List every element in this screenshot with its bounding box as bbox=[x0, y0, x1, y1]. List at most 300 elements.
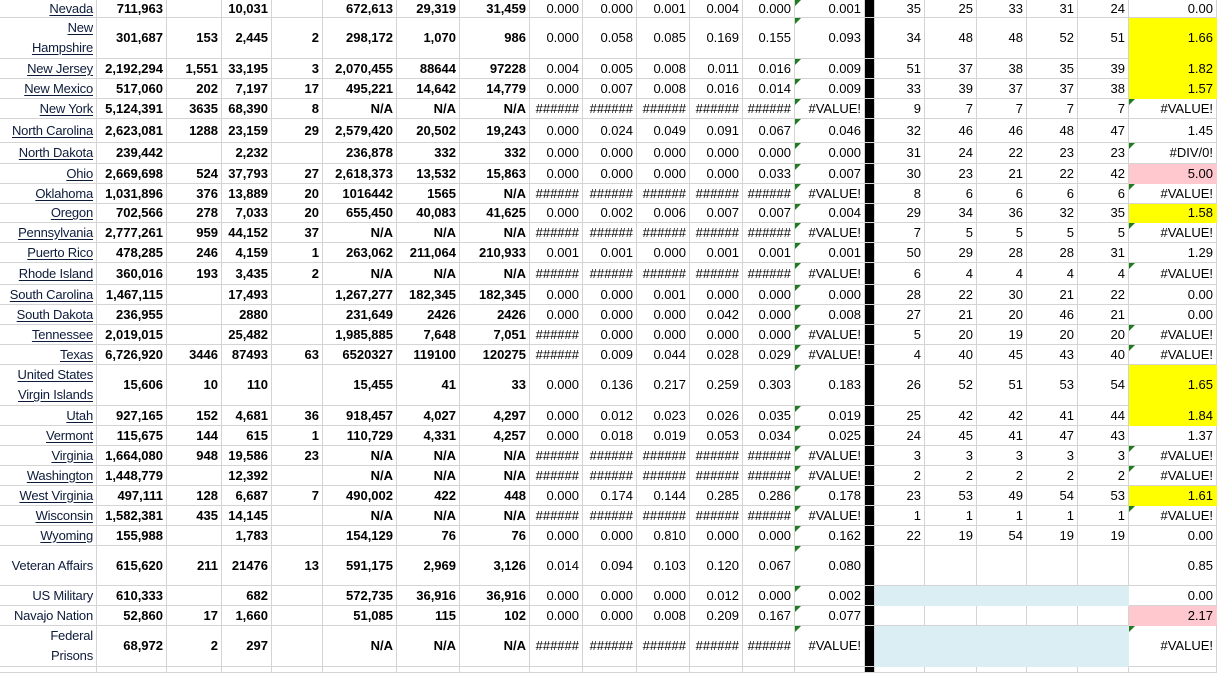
rank-cell[interactable]: 3 bbox=[1078, 446, 1129, 466]
ratio-cell[interactable]: ###### bbox=[583, 626, 637, 667]
empty-cell[interactable] bbox=[1129, 667, 1217, 673]
count-cell[interactable]: 1,664,080 bbox=[97, 446, 167, 466]
count-cell[interactable]: 29,319 bbox=[397, 0, 460, 18]
ratio-cell[interactable]: 0.001 bbox=[690, 243, 743, 263]
rank-cell[interactable]: 23 bbox=[875, 486, 925, 506]
count-cell[interactable]: 615,620 bbox=[97, 546, 167, 586]
rank-cell[interactable]: 44 bbox=[1078, 406, 1129, 426]
ratio-cell[interactable]: 0.008 bbox=[637, 79, 690, 99]
ratio-cell[interactable]: 0.167 bbox=[743, 606, 795, 626]
count-cell[interactable]: N/A bbox=[460, 446, 530, 466]
ratio-cell[interactable]: 0.034 bbox=[743, 426, 795, 446]
count-cell[interactable] bbox=[272, 626, 323, 667]
score-cell[interactable]: #DIV/0! bbox=[1129, 143, 1217, 164]
rank-cell[interactable]: 5 bbox=[875, 325, 925, 345]
ratio-cell[interactable]: 0.144 bbox=[637, 486, 690, 506]
rank-cell[interactable]: 9 bbox=[875, 99, 925, 119]
count-cell[interactable]: 36,916 bbox=[397, 586, 460, 606]
count-cell[interactable]: 2,623,081 bbox=[97, 119, 167, 143]
ratio-cell[interactable]: 0.014 bbox=[743, 79, 795, 99]
score-cell[interactable]: #VALUE! bbox=[1129, 223, 1217, 243]
ratio-cell[interactable]: 0.000 bbox=[690, 285, 743, 305]
rank-cell[interactable] bbox=[1078, 626, 1129, 667]
count-cell[interactable]: 959 bbox=[167, 223, 222, 243]
count-cell[interactable]: 497,111 bbox=[97, 486, 167, 506]
rank-cell[interactable]: 7 bbox=[1027, 99, 1078, 119]
count-cell[interactable]: 1,267,277 bbox=[323, 285, 397, 305]
rank-cell[interactable]: 23 bbox=[1027, 143, 1078, 164]
empty-cell[interactable] bbox=[690, 667, 743, 673]
score-cell[interactable]: 1.58 bbox=[1129, 204, 1217, 223]
ratio-cell[interactable]: ###### bbox=[743, 223, 795, 243]
ratio-cell[interactable]: 0.000 bbox=[637, 586, 690, 606]
count-cell[interactable]: 155,988 bbox=[97, 526, 167, 546]
rank-cell[interactable]: 49 bbox=[977, 486, 1027, 506]
row-name-cell[interactable] bbox=[0, 446, 97, 466]
ratio-cell[interactable]: 0.094 bbox=[583, 546, 637, 586]
rank-cell[interactable]: 32 bbox=[875, 119, 925, 143]
ratio-cell[interactable]: 0.007 bbox=[690, 204, 743, 223]
score-cell[interactable]: #VALUE! bbox=[1129, 325, 1217, 345]
count-cell[interactable]: 517,060 bbox=[97, 79, 167, 99]
ratio-cell[interactable]: 0.018 bbox=[583, 426, 637, 446]
ratio-average-cell[interactable]: #VALUE! bbox=[795, 325, 865, 345]
ratio-average-cell[interactable]: #VALUE! bbox=[795, 184, 865, 204]
empty-cell[interactable] bbox=[875, 667, 925, 673]
count-cell[interactable]: 17,493 bbox=[222, 285, 272, 305]
ratio-cell[interactable]: 0.053 bbox=[690, 426, 743, 446]
count-cell[interactable]: N/A bbox=[460, 99, 530, 119]
count-cell[interactable]: 682 bbox=[222, 586, 272, 606]
ratio-cell[interactable]: 0.000 bbox=[530, 164, 583, 184]
ratio-average-cell[interactable]: 0.178 bbox=[795, 486, 865, 506]
count-cell[interactable]: 7,197 bbox=[222, 79, 272, 99]
rank-cell[interactable]: 42 bbox=[925, 406, 977, 426]
row-name-link[interactable]: Oklahoma bbox=[35, 185, 93, 201]
rank-cell[interactable]: 39 bbox=[925, 79, 977, 99]
count-cell[interactable]: 44,152 bbox=[222, 223, 272, 243]
count-cell[interactable]: 128 bbox=[167, 486, 222, 506]
count-cell[interactable]: 1288 bbox=[167, 119, 222, 143]
ratio-average-cell[interactable]: #VALUE! bbox=[795, 263, 865, 285]
ratio-average-cell[interactable]: 0.077 bbox=[795, 606, 865, 626]
count-cell[interactable]: 1 bbox=[272, 243, 323, 263]
count-cell[interactable]: 246 bbox=[167, 243, 222, 263]
count-cell[interactable]: 615 bbox=[222, 426, 272, 446]
count-cell[interactable]: 1,070 bbox=[397, 18, 460, 59]
count-cell[interactable]: 236,878 bbox=[323, 143, 397, 164]
rank-cell[interactable]: 41 bbox=[977, 426, 1027, 446]
count-cell[interactable]: 3,126 bbox=[460, 546, 530, 586]
rank-cell[interactable]: 3 bbox=[1027, 446, 1078, 466]
rank-cell[interactable]: 29 bbox=[875, 204, 925, 223]
ratio-cell[interactable]: 0.007 bbox=[583, 79, 637, 99]
score-cell[interactable]: 1.84 bbox=[1129, 406, 1217, 426]
row-name-cell[interactable] bbox=[0, 119, 97, 143]
ratio-cell[interactable]: ###### bbox=[530, 99, 583, 119]
score-cell[interactable]: 1.61 bbox=[1129, 486, 1217, 506]
row-name-link[interactable]: New Jersey bbox=[27, 60, 93, 76]
ratio-cell[interactable]: 0.012 bbox=[690, 586, 743, 606]
rank-cell[interactable]: 23 bbox=[925, 164, 977, 184]
ratio-cell[interactable]: ###### bbox=[743, 263, 795, 285]
count-cell[interactable]: 3,435 bbox=[222, 263, 272, 285]
rank-cell[interactable]: 43 bbox=[1027, 345, 1078, 365]
ratio-cell[interactable]: ###### bbox=[637, 466, 690, 486]
count-cell[interactable]: 10,031 bbox=[222, 0, 272, 18]
count-cell[interactable]: 8 bbox=[272, 99, 323, 119]
empty-cell[interactable] bbox=[222, 667, 272, 673]
empty-cell[interactable] bbox=[1027, 667, 1078, 673]
rank-cell[interactable]: 22 bbox=[1078, 285, 1129, 305]
count-cell[interactable]: 702,566 bbox=[97, 204, 167, 223]
ratio-cell[interactable]: 0.000 bbox=[530, 285, 583, 305]
rank-cell[interactable]: 38 bbox=[1078, 79, 1129, 99]
count-cell[interactable]: 2,618,373 bbox=[323, 164, 397, 184]
ratio-cell[interactable]: 0.005 bbox=[583, 59, 637, 79]
ratio-cell[interactable]: 0.000 bbox=[530, 143, 583, 164]
score-cell[interactable]: #VALUE! bbox=[1129, 345, 1217, 365]
count-cell[interactable]: 68,972 bbox=[97, 626, 167, 667]
score-cell[interactable]: 1.57 bbox=[1129, 79, 1217, 99]
count-cell[interactable]: 88644 bbox=[397, 59, 460, 79]
row-name-link[interactable]: South Carolina bbox=[9, 286, 93, 302]
rank-cell[interactable]: 5 bbox=[1078, 223, 1129, 243]
ratio-cell[interactable]: 0.000 bbox=[637, 164, 690, 184]
rank-cell[interactable]: 4 bbox=[925, 263, 977, 285]
rank-cell[interactable]: 24 bbox=[875, 426, 925, 446]
count-cell[interactable]: 376 bbox=[167, 184, 222, 204]
count-cell[interactable]: N/A bbox=[397, 466, 460, 486]
count-cell[interactable] bbox=[272, 325, 323, 345]
count-cell[interactable]: 7,051 bbox=[460, 325, 530, 345]
count-cell[interactable]: 23 bbox=[272, 446, 323, 466]
ratio-cell[interactable]: 0.000 bbox=[583, 305, 637, 325]
count-cell[interactable]: 236,955 bbox=[97, 305, 167, 325]
count-cell[interactable]: 41 bbox=[397, 365, 460, 406]
ratio-cell[interactable]: ###### bbox=[690, 466, 743, 486]
count-cell[interactable]: 1,582,381 bbox=[97, 506, 167, 526]
count-cell[interactable]: 2,579,420 bbox=[323, 119, 397, 143]
ratio-average-cell[interactable]: 0.008 bbox=[795, 305, 865, 325]
ratio-cell[interactable]: 0.067 bbox=[743, 546, 795, 586]
row-name-cell[interactable] bbox=[0, 305, 97, 325]
ratio-cell[interactable]: 0.155 bbox=[743, 18, 795, 59]
count-cell[interactable]: 87493 bbox=[222, 345, 272, 365]
rank-cell[interactable] bbox=[875, 546, 925, 586]
ratio-average-cell[interactable]: #VALUE! bbox=[795, 626, 865, 667]
ratio-cell[interactable]: 0.000 bbox=[530, 119, 583, 143]
count-cell[interactable]: 52,860 bbox=[97, 606, 167, 626]
rank-cell[interactable]: 4 bbox=[977, 263, 1027, 285]
ratio-average-cell[interactable]: 0.080 bbox=[795, 546, 865, 586]
ratio-cell[interactable]: 0.023 bbox=[637, 406, 690, 426]
ratio-cell[interactable]: 0.169 bbox=[690, 18, 743, 59]
rank-cell[interactable]: 2 bbox=[1078, 466, 1129, 486]
ratio-cell[interactable]: ###### bbox=[743, 466, 795, 486]
ratio-cell[interactable]: ###### bbox=[583, 466, 637, 486]
rank-cell[interactable]: 35 bbox=[1078, 204, 1129, 223]
ratio-cell[interactable]: 0.019 bbox=[637, 426, 690, 446]
ratio-cell[interactable]: 0.004 bbox=[530, 59, 583, 79]
ratio-cell[interactable]: ###### bbox=[743, 626, 795, 667]
rank-cell[interactable] bbox=[977, 586, 1027, 606]
ratio-cell[interactable]: 0.000 bbox=[583, 606, 637, 626]
row-name-cell[interactable] bbox=[0, 223, 97, 243]
count-cell[interactable]: 2880 bbox=[222, 305, 272, 325]
count-cell[interactable]: 6,687 bbox=[222, 486, 272, 506]
empty-cell[interactable] bbox=[637, 667, 690, 673]
rank-cell[interactable]: 37 bbox=[1027, 79, 1078, 99]
count-cell[interactable]: 490,002 bbox=[323, 486, 397, 506]
score-cell[interactable]: 0.85 bbox=[1129, 546, 1217, 586]
ratio-cell[interactable]: ###### bbox=[637, 184, 690, 204]
ratio-cell[interactable]: 0.000 bbox=[743, 325, 795, 345]
ratio-average-cell[interactable]: 0.183 bbox=[795, 365, 865, 406]
rank-cell[interactable]: 22 bbox=[1027, 164, 1078, 184]
empty-cell[interactable] bbox=[97, 667, 167, 673]
rank-cell[interactable]: 53 bbox=[1078, 486, 1129, 506]
row-name-link[interactable]: Oregon bbox=[50, 205, 93, 220]
rank-cell[interactable]: 41 bbox=[1027, 406, 1078, 426]
count-cell[interactable]: 1,783 bbox=[222, 526, 272, 546]
ratio-cell[interactable]: 0.136 bbox=[583, 365, 637, 406]
score-cell[interactable]: #VALUE! bbox=[1129, 466, 1217, 486]
rank-cell[interactable]: 39 bbox=[1078, 59, 1129, 79]
ratio-average-cell[interactable]: 0.004 bbox=[795, 204, 865, 223]
rank-cell[interactable]: 45 bbox=[925, 426, 977, 446]
count-cell[interactable]: 278 bbox=[167, 204, 222, 223]
ratio-cell[interactable]: ###### bbox=[743, 446, 795, 466]
count-cell[interactable]: N/A bbox=[323, 99, 397, 119]
count-cell[interactable]: 20 bbox=[272, 204, 323, 223]
count-cell[interactable]: 332 bbox=[460, 143, 530, 164]
row-name-cell[interactable] bbox=[0, 546, 97, 586]
count-cell[interactable]: 182,345 bbox=[397, 285, 460, 305]
count-cell[interactable]: 524 bbox=[167, 164, 222, 184]
rank-cell[interactable]: 2 bbox=[925, 466, 977, 486]
score-cell[interactable]: 0.00 bbox=[1129, 526, 1217, 546]
count-cell[interactable] bbox=[272, 143, 323, 164]
count-cell[interactable] bbox=[167, 466, 222, 486]
ratio-cell[interactable]: 0.000 bbox=[530, 18, 583, 59]
empty-cell[interactable] bbox=[977, 667, 1027, 673]
count-cell[interactable] bbox=[272, 466, 323, 486]
count-cell[interactable] bbox=[272, 506, 323, 526]
ratio-cell[interactable]: 0.000 bbox=[583, 586, 637, 606]
rank-cell[interactable]: 24 bbox=[925, 143, 977, 164]
ratio-cell[interactable]: ###### bbox=[743, 184, 795, 204]
ratio-cell[interactable]: 0.000 bbox=[583, 0, 637, 18]
count-cell[interactable]: 15,863 bbox=[460, 164, 530, 184]
rank-cell[interactable] bbox=[875, 586, 925, 606]
ratio-cell[interactable]: 0.000 bbox=[530, 426, 583, 446]
ratio-cell[interactable]: ###### bbox=[690, 626, 743, 667]
ratio-cell[interactable]: 0.035 bbox=[743, 406, 795, 426]
count-cell[interactable]: N/A bbox=[397, 446, 460, 466]
score-cell[interactable]: #VALUE! bbox=[1129, 99, 1217, 119]
row-name-link[interactable]: North Dakota bbox=[18, 145, 93, 160]
rank-cell[interactable]: 1 bbox=[875, 506, 925, 526]
rank-cell[interactable]: 30 bbox=[875, 164, 925, 184]
count-cell[interactable]: 182,345 bbox=[460, 285, 530, 305]
ratio-cell[interactable]: 0.286 bbox=[743, 486, 795, 506]
rank-cell[interactable]: 3 bbox=[977, 446, 1027, 466]
ratio-cell[interactable]: 0.001 bbox=[637, 285, 690, 305]
count-cell[interactable] bbox=[272, 0, 323, 18]
ratio-cell[interactable]: ###### bbox=[530, 345, 583, 365]
rank-cell[interactable]: 2 bbox=[1027, 466, 1078, 486]
ratio-average-cell[interactable]: 0.025 bbox=[795, 426, 865, 446]
rank-cell[interactable] bbox=[1027, 546, 1078, 586]
ratio-average-cell[interactable]: 0.007 bbox=[795, 164, 865, 184]
count-cell[interactable]: 2 bbox=[167, 626, 222, 667]
count-cell[interactable]: 193 bbox=[167, 263, 222, 285]
ratio-cell[interactable]: 0.000 bbox=[583, 526, 637, 546]
ratio-cell[interactable]: 0.014 bbox=[530, 546, 583, 586]
row-name-link[interactable]: Texas bbox=[60, 346, 93, 362]
ratio-cell[interactable]: 0.085 bbox=[637, 18, 690, 59]
rank-cell[interactable]: 54 bbox=[1027, 486, 1078, 506]
count-cell[interactable]: 1016442 bbox=[323, 184, 397, 204]
row-name-cell[interactable] bbox=[0, 365, 97, 406]
count-cell[interactable]: N/A bbox=[460, 466, 530, 486]
rank-cell[interactable]: 22 bbox=[875, 526, 925, 546]
ratio-cell[interactable]: ###### bbox=[637, 263, 690, 285]
ratio-cell[interactable]: 0.011 bbox=[690, 59, 743, 79]
rank-cell[interactable]: 1 bbox=[925, 506, 977, 526]
count-cell[interactable]: 2,070,455 bbox=[323, 59, 397, 79]
count-cell[interactable]: 153 bbox=[167, 18, 222, 59]
count-cell[interactable]: 15,606 bbox=[97, 365, 167, 406]
count-cell[interactable]: 29 bbox=[272, 119, 323, 143]
count-cell[interactable]: N/A bbox=[460, 184, 530, 204]
rank-cell[interactable] bbox=[977, 606, 1027, 626]
ratio-cell[interactable]: 0.303 bbox=[743, 365, 795, 406]
ratio-cell[interactable]: 0.000 bbox=[743, 0, 795, 18]
rank-cell[interactable]: 47 bbox=[1027, 426, 1078, 446]
ratio-cell[interactable]: 0.000 bbox=[530, 305, 583, 325]
ratio-cell[interactable]: ###### bbox=[690, 506, 743, 526]
count-cell[interactable]: 31,459 bbox=[460, 0, 530, 18]
rank-cell[interactable]: 7 bbox=[925, 99, 977, 119]
rank-cell[interactable] bbox=[925, 586, 977, 606]
count-cell[interactable]: 4,027 bbox=[397, 406, 460, 426]
rank-cell[interactable]: 35 bbox=[1027, 59, 1078, 79]
rank-cell[interactable]: 27 bbox=[875, 305, 925, 325]
row-name-link[interactable]: Wisconsin bbox=[35, 507, 93, 523]
count-cell[interactable]: N/A bbox=[460, 223, 530, 243]
ratio-cell[interactable]: 0.001 bbox=[637, 0, 690, 18]
rank-cell[interactable]: 28 bbox=[1027, 243, 1078, 263]
rank-cell[interactable]: 8 bbox=[875, 184, 925, 204]
count-cell[interactable]: 27 bbox=[272, 164, 323, 184]
rank-cell[interactable]: 53 bbox=[925, 486, 977, 506]
count-cell[interactable]: 231,649 bbox=[323, 305, 397, 325]
rank-cell[interactable]: 31 bbox=[1027, 0, 1078, 18]
ratio-cell[interactable]: 0.058 bbox=[583, 18, 637, 59]
count-cell[interactable]: 152 bbox=[167, 406, 222, 426]
rank-cell[interactable]: 43 bbox=[1078, 426, 1129, 446]
count-cell[interactable] bbox=[167, 285, 222, 305]
ratio-average-cell[interactable]: 0.019 bbox=[795, 406, 865, 426]
score-cell[interactable]: 0.00 bbox=[1129, 305, 1217, 325]
count-cell[interactable]: 655,450 bbox=[323, 204, 397, 223]
count-cell[interactable] bbox=[167, 325, 222, 345]
count-cell[interactable] bbox=[167, 0, 222, 18]
ratio-cell[interactable]: 0.000 bbox=[530, 204, 583, 223]
count-cell[interactable]: N/A bbox=[397, 263, 460, 285]
count-cell[interactable]: 2,777,261 bbox=[97, 223, 167, 243]
count-cell[interactable]: 2,192,294 bbox=[97, 59, 167, 79]
count-cell[interactable]: 12,392 bbox=[222, 466, 272, 486]
count-cell[interactable]: 37,793 bbox=[222, 164, 272, 184]
count-cell[interactable]: 1,985,885 bbox=[323, 325, 397, 345]
count-cell[interactable]: 20,502 bbox=[397, 119, 460, 143]
count-cell[interactable]: N/A bbox=[323, 446, 397, 466]
ratio-cell[interactable]: ###### bbox=[530, 223, 583, 243]
count-cell[interactable]: 110,729 bbox=[323, 426, 397, 446]
ratio-cell[interactable]: 0.000 bbox=[637, 143, 690, 164]
rank-cell[interactable]: 37 bbox=[925, 59, 977, 79]
count-cell[interactable]: N/A bbox=[323, 466, 397, 486]
count-cell[interactable]: 3 bbox=[272, 59, 323, 79]
rank-cell[interactable]: 7 bbox=[1078, 99, 1129, 119]
row-name-cell[interactable] bbox=[0, 345, 97, 365]
row-name-cell[interactable] bbox=[0, 586, 97, 606]
row-name-cell[interactable] bbox=[0, 99, 97, 119]
ratio-cell[interactable]: 0.049 bbox=[637, 119, 690, 143]
rank-cell[interactable]: 6 bbox=[925, 184, 977, 204]
count-cell[interactable]: 263,062 bbox=[323, 243, 397, 263]
score-cell[interactable]: 0.00 bbox=[1129, 0, 1217, 18]
rank-cell[interactable]: 2 bbox=[977, 466, 1027, 486]
rank-cell[interactable]: 53 bbox=[1027, 365, 1078, 406]
row-name-cell[interactable] bbox=[0, 526, 97, 546]
ratio-cell[interactable]: 0.091 bbox=[690, 119, 743, 143]
rank-cell[interactable] bbox=[875, 626, 925, 667]
count-cell[interactable]: 211 bbox=[167, 546, 222, 586]
ratio-cell[interactable]: 0.174 bbox=[583, 486, 637, 506]
score-cell[interactable]: #VALUE! bbox=[1129, 263, 1217, 285]
count-cell[interactable]: N/A bbox=[323, 506, 397, 526]
count-cell[interactable]: 1 bbox=[272, 426, 323, 446]
rank-cell[interactable]: 48 bbox=[925, 18, 977, 59]
row-name-link[interactable]: South Dakota bbox=[16, 306, 93, 322]
ratio-cell[interactable]: 0.006 bbox=[637, 204, 690, 223]
row-name-link[interactable]: Ohio bbox=[66, 165, 93, 181]
count-cell[interactable]: 711,963 bbox=[97, 0, 167, 18]
rank-cell[interactable]: 5 bbox=[1027, 223, 1078, 243]
count-cell[interactable] bbox=[167, 305, 222, 325]
rank-cell[interactable]: 46 bbox=[925, 119, 977, 143]
ratio-cell[interactable]: 0.033 bbox=[743, 164, 795, 184]
ratio-cell[interactable]: ###### bbox=[583, 184, 637, 204]
rank-cell[interactable] bbox=[1027, 586, 1078, 606]
ratio-cell[interactable]: 0.044 bbox=[637, 345, 690, 365]
count-cell[interactable]: 120275 bbox=[460, 345, 530, 365]
ratio-average-cell[interactable]: 0.093 bbox=[795, 18, 865, 59]
ratio-cell[interactable]: 0.000 bbox=[530, 586, 583, 606]
rank-cell[interactable]: 33 bbox=[977, 0, 1027, 18]
rank-cell[interactable]: 42 bbox=[1078, 164, 1129, 184]
rank-cell[interactable]: 21 bbox=[977, 164, 1027, 184]
ratio-average-cell[interactable]: 0.009 bbox=[795, 59, 865, 79]
row-name-link[interactable]: North Carolina bbox=[11, 122, 93, 138]
count-cell[interactable]: 4,681 bbox=[222, 406, 272, 426]
ratio-cell[interactable]: 0.000 bbox=[583, 143, 637, 164]
rank-cell[interactable] bbox=[977, 546, 1027, 586]
